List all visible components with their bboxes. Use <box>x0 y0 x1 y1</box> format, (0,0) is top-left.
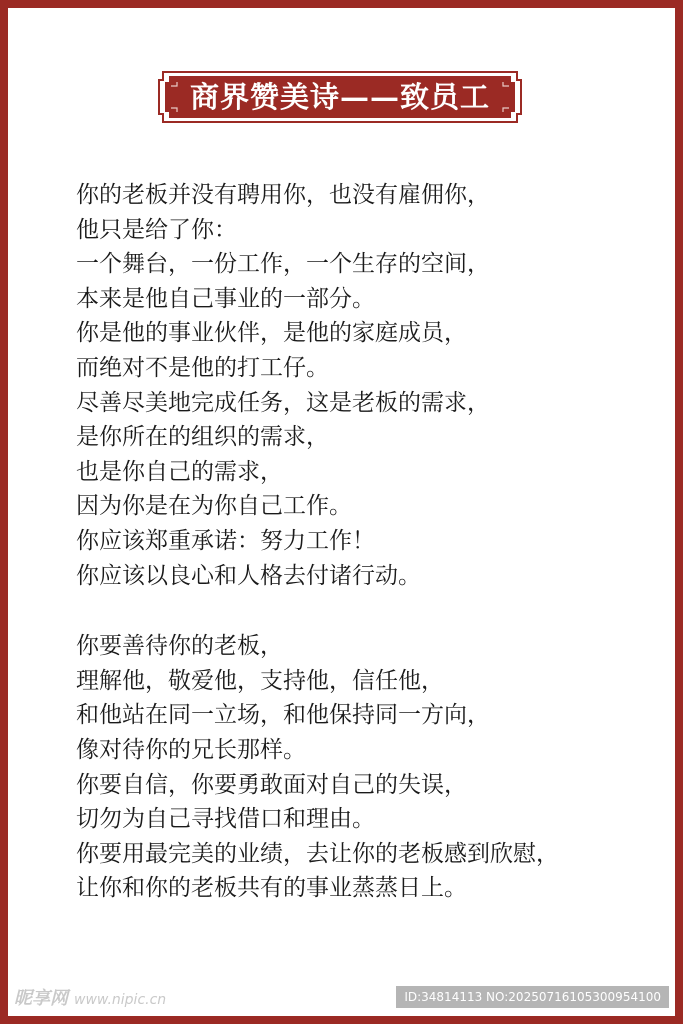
poem-line: 是你所在的组织的需求， <box>76 424 329 451</box>
poem-line: 你是他的事业伙伴，是他的家庭成员， <box>76 320 467 347</box>
poem-line: 你要自信，你要勇敢面对自己的失误， <box>76 771 467 798</box>
stanza-1 <box>76 178 656 593</box>
poem-line: 你应该郑重承诺：努力工作！ <box>76 527 375 554</box>
poem-line: 因为你是在为你自己工作。 <box>76 493 352 520</box>
poem-line: 理解他，敬爱他，支持他，信任他， <box>76 667 444 694</box>
poem-line: 本来是他自己事业的一部分。 <box>76 285 375 312</box>
poem-body <box>76 178 656 906</box>
watermark-brand: 昵享网 <box>14 988 68 1009</box>
stanza-2 <box>76 629 656 906</box>
poem-line: 你应该以良心和人格去付诸行动。 <box>76 562 421 589</box>
poem-line: 他只是给了你： <box>76 216 237 243</box>
poem-line: 而绝对不是他的打工仔。 <box>76 354 329 381</box>
poem-line: 你的老板并没有聘用你，也没有雇佣你， <box>76 182 490 208</box>
poem-line: 像对待你的兄长那样。 <box>76 736 306 763</box>
title-banner <box>157 70 523 124</box>
watermark <box>14 984 166 1010</box>
poem-line: 让你和你的老板共有的事业蒸蒸日上。 <box>76 875 467 902</box>
watermark-url: www.nipic.cn <box>74 992 167 1008</box>
poem-line: 你要善待你的老板， <box>76 633 283 660</box>
poem-line: 切勿为自己寻找借口和理由。 <box>76 806 375 833</box>
poem-line: 尽善尽美地完成任务，这是老板的需求， <box>76 389 490 416</box>
image-id-badge: ID:34814113 NO:20250716105300954100 <box>396 986 669 1008</box>
poem-line: 你要用最完美的业绩，去让你的老板感到欣慰， <box>76 840 559 867</box>
poem-line: 一个舞台，一份工作，一个生存的空间， <box>76 251 490 278</box>
poem-line: 也是你自己的需求， <box>76 458 283 485</box>
poem-line: 和他站在同一立场，和他保持同一方向， <box>76 702 490 729</box>
page-title: 商界赞美诗——致员工 <box>189 80 490 114</box>
